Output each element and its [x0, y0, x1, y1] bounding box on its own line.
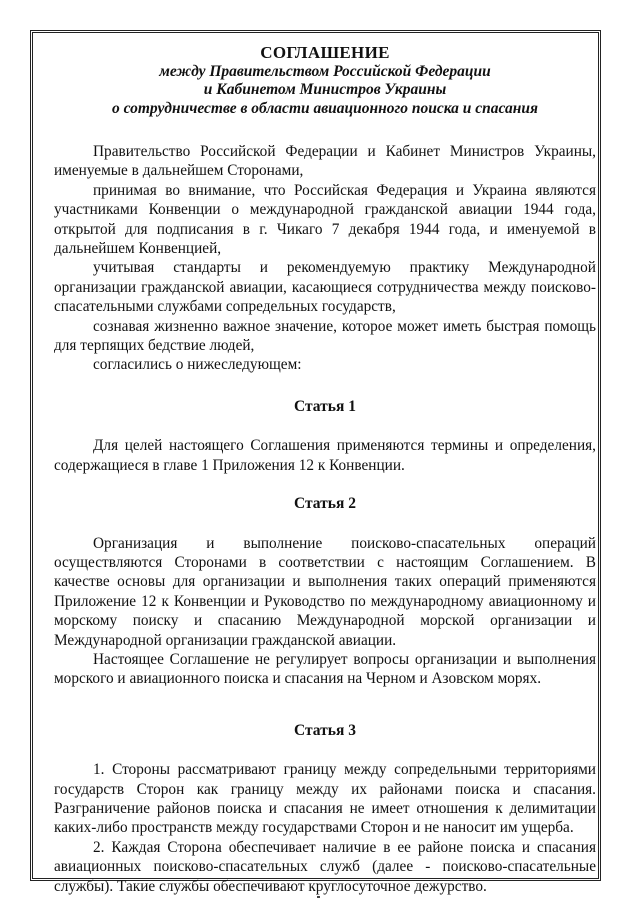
document-page	[54, 44, 596, 896]
title-line-subject: о сотрудничестве в области авиационного поиска и спасания	[112, 99, 538, 117]
article-paragraph: 1. Стороны рассматривают границу между сопредельными территориями государств Сторон как границу между их районами поиска и спасания. Разграничение районов поиска и спасания не имеет отношения к делимитации каких-либо пространств между государствами Сторон и не наносит им ущерба.	[54, 761, 596, 837]
preamble-paragraph: сознавая жизненно важное значение, которое может иметь быстрая помощь для терпящих бедствие людей,	[54, 317, 596, 355]
article-paragraph: Настоящее Соглашение не регулирует вопросы организации и выполнения морского и авиационного поиска и спасания на Черном и Азовском морях.	[54, 650, 596, 688]
article-heading: Статья 2	[294, 495, 356, 513]
document-title: СОГЛАШЕНИЕ	[260, 43, 390, 62]
preamble-paragraph: согласились о нижеследующем:	[93, 356, 302, 374]
preamble-paragraph: принимая во внимание, что Российская Федерация и Украина являются участниками Конвенции о международной гражданской авиации 1944 года, открытой для подписания в г. Чикаго 7 декабря 1944 года, и именуемой в дальнейшем Конвенцией,	[54, 181, 596, 258]
article-heading: Статья 3	[294, 721, 356, 739]
title-line-parties-2: и Кабинетом Министров Украины	[203, 81, 447, 98]
preamble-paragraph: Правительство Российской Федерации и Кабинет Министров Украины, именуемые в дальнейшем Сторонами,	[54, 143, 596, 180]
article-paragraph: Организация и выполнение поисково-спасательных операций осуществляются Сторонами в соответствии с настоящим Соглашением. В качестве основы для организации и выполнения таких операций применяются Приложение 12 к Конвенции и Руководство по международному авиационному и морскому поиску и спасанию Международной морской организации и Международной организации гражданской авиации.	[54, 534, 596, 649]
article-heading: Статья 1	[294, 397, 356, 415]
title-line-parties-1: между Правительством Российской Федерации	[159, 62, 491, 80]
article-paragraph: Для целей настоящего Соглашения применяются термины и определения, содержащиеся в главе 1 Приложения 12 к Конвенции.	[54, 437, 596, 474]
scan-dot-mark	[317, 896, 320, 898]
preamble-paragraph: учитывая стандарты и рекомендуемую практику Международной организации гражданской авиации, касающиеся сотрудничества между поисково-спасательными службами сопредельных государств,	[54, 259, 596, 316]
article-paragraph: 2. Каждая Сторона обеспечивает наличие в ее районе поиска и спасания авиационных поисково-спасательных служб (далее - поисково-спасательные службы). Такие службы обеспечивают круглосуточное дежурство.	[54, 838, 596, 895]
